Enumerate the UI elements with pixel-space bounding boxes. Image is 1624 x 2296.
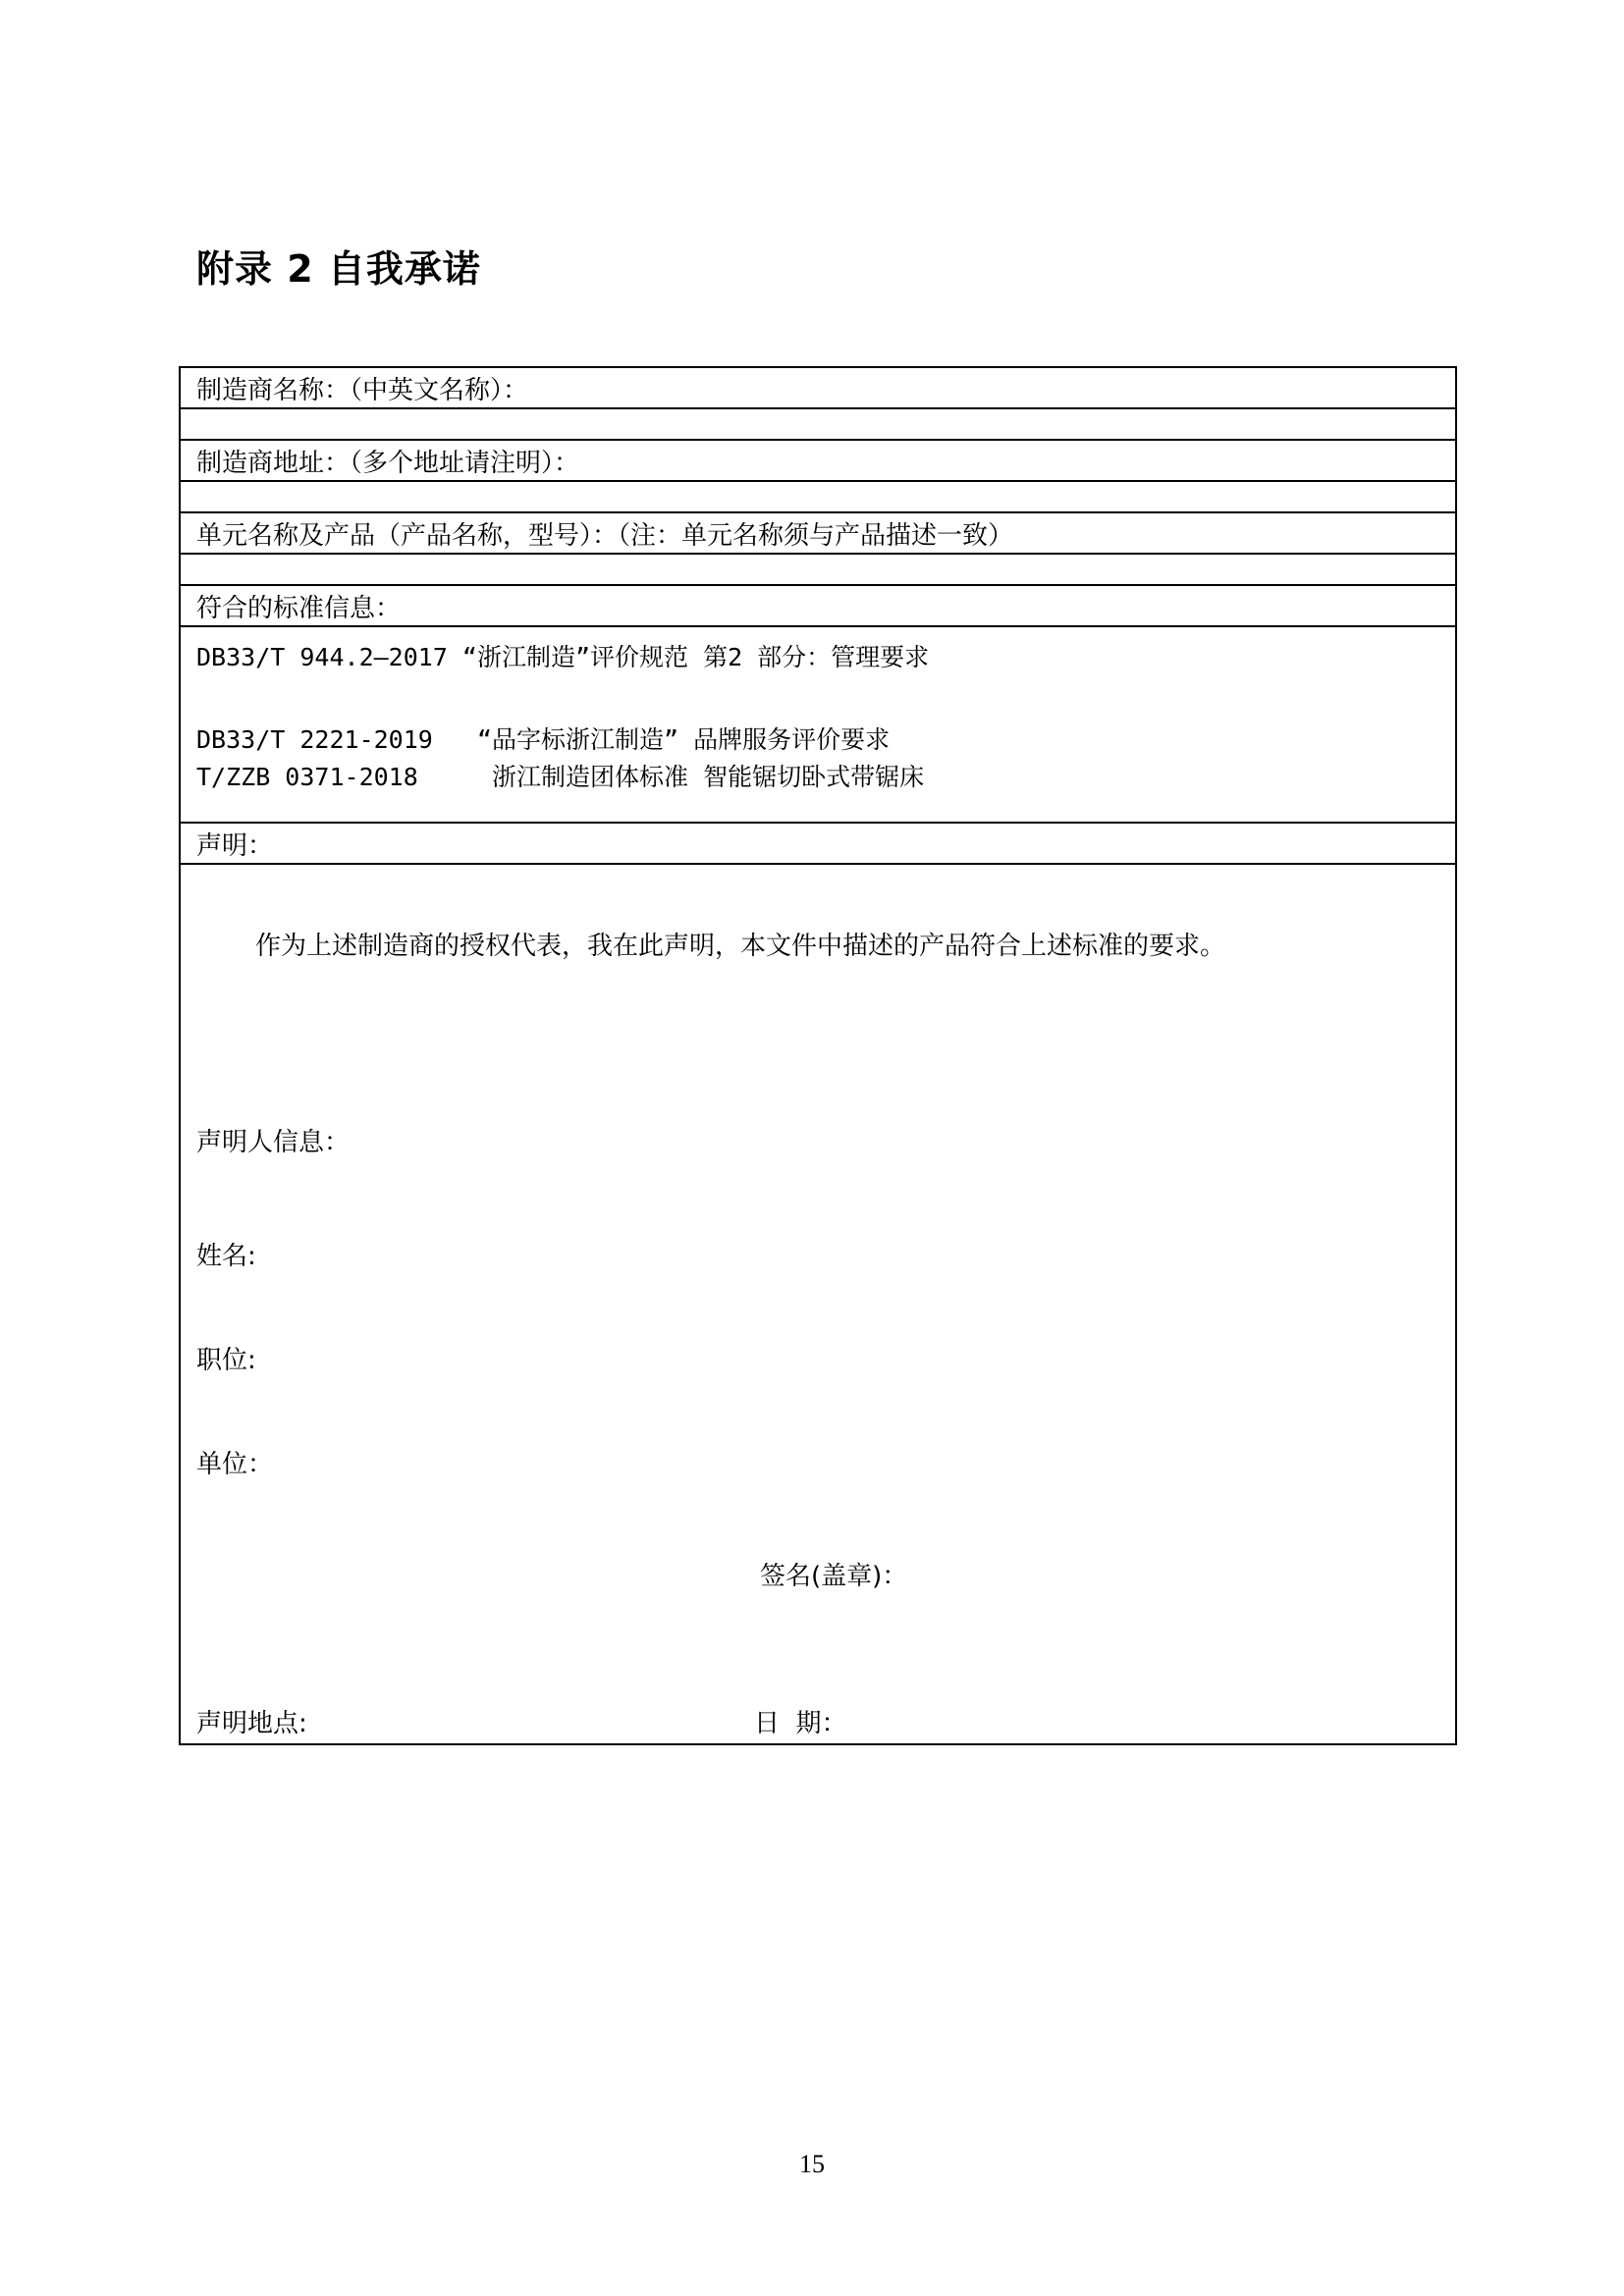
standard-item: DB33/T 2221-2019 “品字标浙江制造” 品牌服务评价要求 (196, 725, 891, 754)
signature-label: 签名(盖章)： (760, 1562, 908, 1591)
manufacturer-address-field[interactable] (180, 481, 1456, 512)
standard-item: T/ZZB 0371-2018 浙江制造团体标准 智能锯切卧式带锯床 (196, 763, 925, 791)
declaration-section (180, 864, 1456, 1744)
declaration-date-label: 日 期： (754, 1709, 847, 1738)
position-field-label: 职位: (196, 1346, 256, 1375)
unit-product-field[interactable] (180, 554, 1456, 585)
manufacturer-name-label: 制造商名称：（中英文名称）： (180, 367, 1456, 408)
unit-field-label: 单位： (196, 1450, 274, 1479)
page-number: 15 (799, 2150, 825, 2178)
declaration-place-label: 声明地点: (196, 1709, 307, 1738)
name-field-label: 姓名: (196, 1242, 256, 1271)
standard-item: DB33/T 944.2—2017 “浙江制造”评价规范 第2 部分：管理要求 (196, 643, 930, 671)
manufacturer-name-field[interactable] (180, 408, 1456, 440)
page-title: 附录 2 自我承诺 (196, 247, 481, 291)
declaration-statement: 作为上述制造商的授权代表，我在此声明，本文件中描述的产品符合上述标准的要求。 (255, 932, 1226, 961)
manufacturer-address-label: 制造商地址：（多个地址请注明）： (180, 440, 1456, 481)
standards-label: 符合的标准信息： (180, 585, 1456, 626)
declarant-info-label: 声明人信息： (196, 1128, 351, 1157)
unit-product-label: 单元名称及产品（产品名称，型号）：（注：单元名称须与产品描述一致） (180, 512, 1456, 554)
standards-list (180, 626, 1456, 823)
self-commitment-form (179, 366, 1457, 1745)
declaration-label: 声明： (180, 823, 1456, 864)
